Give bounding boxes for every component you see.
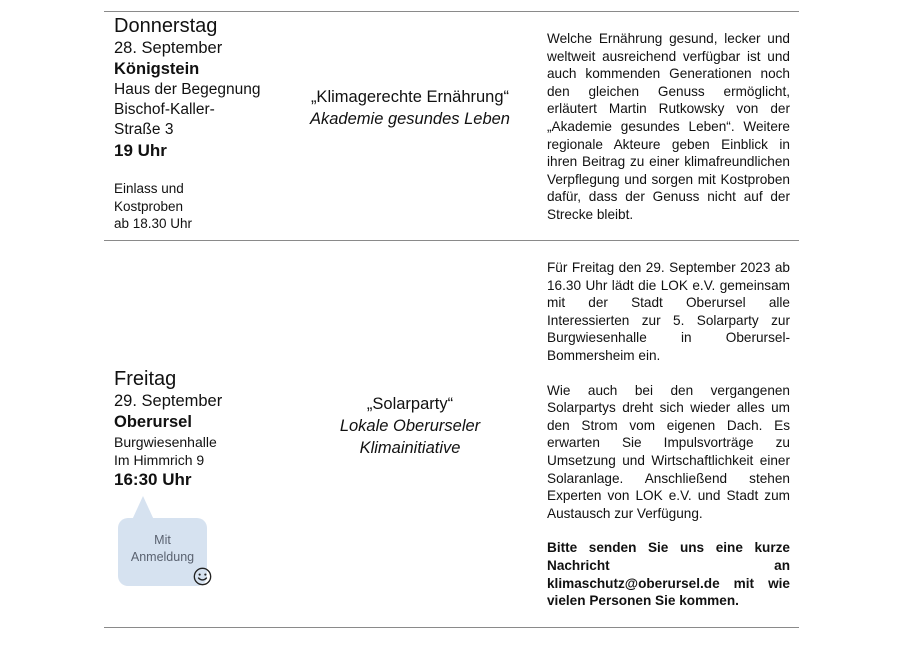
- event-venue-line: Burgwiesenhalle: [114, 434, 217, 450]
- event-date: 29. September: [114, 392, 223, 410]
- event-note-line: Kostproben: [114, 198, 184, 214]
- event-contact-paragraph: Bitte senden Sie uns eine kurze Nachricht an klimaschutz@oberursel.de mit wie vielen Personen Sie kommen.: [547, 540, 790, 609]
- bubble-line: Anmeldung: [130, 549, 195, 564]
- event-venue-line: Bischof-Kaller-: [114, 101, 215, 118]
- event-day: Freitag: [114, 368, 177, 390]
- speech-bubble-tail: [132, 496, 154, 520]
- registration-bubble-text: [118, 532, 207, 565]
- event-title: „Solarparty“: [366, 395, 454, 413]
- event-venue-line: Straße 3: [114, 121, 174, 138]
- event-note-line: Einlass und: [114, 181, 184, 196]
- event-title: „Klimagerechte Ernährung“: [310, 88, 510, 106]
- event-subtitle: Akademie gesundes Leben: [310, 110, 510, 128]
- event-city: Oberursel: [114, 413, 192, 431]
- event-1-heading: [290, 86, 530, 130]
- event-subtitle-line: Klimainitiative: [359, 439, 461, 457]
- event-paragraph: Wie auch bei den vergangenen Solarpartys dreht sich wieder alles um den Strom vom eigenen Dach. Es erwarten Sie Impulsvorträge zu Umsetzung und Wirtschaftlichkeit einer Solaranlage. Anschließend stehen Experten von LOK e.V. und Stadt zum Austausch zur Verfügung.: [547, 382, 790, 521]
- event-1-info: [114, 14, 284, 233]
- bottom-rule: [104, 627, 799, 628]
- event-day: Donnerstag: [114, 15, 218, 37]
- event-venue-line: Haus der Begegnung: [114, 81, 261, 98]
- bubble-line: Mit: [154, 533, 171, 547]
- event-1-description: [547, 30, 790, 241]
- event-subtitle-line: Lokale Oberurseler: [339, 417, 481, 435]
- top-rule: [104, 11, 799, 12]
- event-2-description: [547, 259, 790, 610]
- event-time: 19 Uhr: [114, 141, 167, 160]
- event-2-info: [114, 367, 284, 491]
- event-2-heading: [290, 393, 530, 459]
- smiley-face-icon: [193, 567, 212, 586]
- event-date: 28. September: [114, 39, 223, 57]
- event-city: Königstein: [114, 60, 200, 78]
- event-time: 16:30 Uhr: [114, 470, 192, 489]
- event-description: Welche Ernährung gesund, lecker und weltweit ausreichend verfügbar ist und auch kommenden Generationen noch den gleichen Genuss ermöglicht, erläutert Martin Rutkowsky von der „Akademie gesundes Leben“. Weitere regionale Akteure geben Einblick in ihren Beitrag zu einer klimafreundlichen Verpflegung und sorgen mit Kostproben dafür, dass der Genuss nicht auf der Strecke bleibt.: [547, 31, 790, 222]
- event-note-line: ab 18.30 Uhr: [114, 216, 193, 231]
- event-venue-line: Im Himmrich 9: [114, 452, 205, 468]
- event-paragraph: Für Freitag den 29. September 2023 ab 16.30 Uhr lädt die LOK e.V. gemeinsam mit der Stadt Oberursel alle Interessierten zur 5. Solarparty zur Burgwiesenhalle in Oberursel-Bommersheim ein.: [547, 260, 790, 363]
